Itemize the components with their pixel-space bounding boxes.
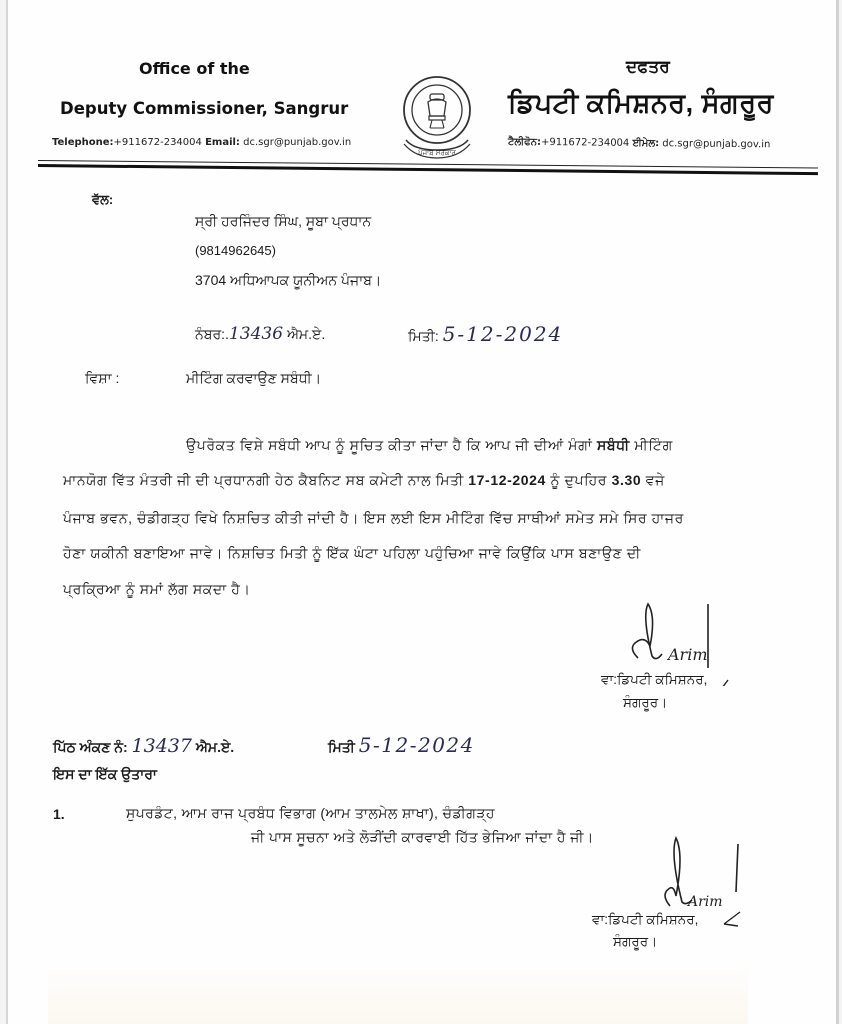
body-line-1-end: ਮੀਟਿੰਗ [634, 437, 673, 453]
body-line-4: ਹੋਣਾ ਯਕੀਨੀ ਬਣਾਇਆ ਜਾਵੇ। ਨਿਸ਼ਚਿਤ ਮਿਤੀ ਨੂੰ ਇੱਕ ਘੰਟਾ ਪਹਿਲਾ ਪਹੁੰਚਿਆ ਜਾਵੇ ਕਿਉਂਕਿ ਪਾਸ ਬਣਾਉਣ ਦੀ [63, 545, 641, 561]
emblem-text: ਪੰਜਾਬ ਸਰਕਾਰ [418, 149, 456, 157]
endorsement-number-label: ਪਿੱਠ ਅੰਕਣ ਨੰ: [53, 739, 128, 755]
body-line-1 [186, 437, 673, 454]
recipient-phone: (9814962645) [195, 243, 276, 258]
reference-date [408, 322, 563, 346]
header-deputy-commissioner: Deputy Commissioner, Sangrur [60, 99, 349, 118]
header-contact-en [52, 137, 351, 148]
header-contact-pa [508, 137, 770, 151]
copy-item-number: 1. [53, 806, 65, 822]
body-line-1-text: ਉਪਰੋਕਤ ਵਿਸ਼ੇ ਸਬੰਧੀ ਆਪ ਨੂੰ ਸੂਚਿਤ ਕੀਤਾ ਜਾਂਦਾ ਹੈ ਕਿ ਆਪ ਜੀ ਦੀਆਂ ਮੰਗਾਂ [186, 437, 593, 453]
body-line-3: ਪੰਜਾਬ ਭਵਨ, ਚੰਡੀਗੜ੍ਹ ਵਿਖੇ ਨਿਸ਼ਚਿਤ ਕੀਤੀ ਜਾਂਦੀ ਹੈ। ਇਸ ਲਈ ਇਸ ਮੀਟਿੰਗ ਵਿੱਚ ਸਾਥੀਆਂ ਸਮੇਤ ਸਮੇ ਸਿਰ ਹਾਜਰ [63, 510, 684, 526]
recipient-org: 3704 ਅਧਿਆਪਕ ਯੂਨੀਅਨ ਪੰਜਾਬ। [195, 272, 382, 288]
email-label-pa: ਈਮੇਲ: [632, 137, 660, 150]
signature-2-text: Arim [688, 894, 723, 910]
endorsement-number [53, 735, 234, 757]
reference-number-suffix: ਐਮ.ਏ. [286, 326, 326, 342]
reference-date-label: ਮਿਤੀ: [408, 328, 439, 344]
copy-item-instruction: ਜੀ ਪਾਸ ਸੂਚਨਾ ਅਤੇ ਲੋੜੀਂਦੀ ਕਾਰਵਾਈ ਹਿੱਤ ਭੇਜਿਆ ਜਾਂਦਾ ਹੈ ਜੀ। [251, 829, 594, 845]
scan-shading [48, 964, 748, 1024]
email-address-pa: dc.sgr@punjab.gov.in [662, 138, 771, 151]
endorsement-date-value: 5-12-2024 [358, 733, 475, 757]
body-line-2-text: ਮਾਨਯੋਗ ਵਿੱਤ ਮੰਤਰੀ ਜੀ ਦੀ ਪ੍ਰਧਾਨਗੀ ਹੇਠ ਕੈਬਨਿਟ ਸਬ ਕਮੇਟੀ ਨਾਲ ਮਿਤੀ [63, 472, 464, 488]
endorsement-number-value: 13437 [131, 735, 192, 757]
endorsement-date [328, 733, 475, 757]
body-line-1-bold: ਸਬੰਧੀ [596, 437, 630, 453]
telephone-label: Telephone: [52, 137, 114, 148]
subject-text: ਮੀਟਿੰਗ ਕਰਵਾਉਣ ਸਬੰਧੀ। [186, 370, 322, 386]
signature-2-place: ਸੰਗਰੂਰ। [613, 934, 658, 949]
copy-heading: ਇਸ ਦਾ ਇੱਕ ਉਤਾਰਾ [53, 766, 157, 782]
to-label: ਵੱਲ: [92, 192, 114, 207]
endorsement-date-label: ਮਿਤੀ [328, 739, 355, 755]
signature-1-place: ਸੰਗਰੂਰ। [623, 695, 668, 710]
letter-page [6, 0, 839, 1024]
endorsement-number-suffix: ਐਮ.ਏ. [195, 739, 235, 755]
meeting-date: 17-12-2024 [468, 472, 546, 488]
recipient-name: ਸ੍ਰੀ ਹਰਜਿੰਦਰ ਸਿੰਘ, ਸੂਬਾ ਪ੍ਰਧਾਨ [195, 213, 372, 229]
meeting-time: 3.30 [611, 472, 642, 488]
reference-number-value: 13436 [228, 324, 284, 344]
body-line-2 [63, 472, 665, 489]
email-address: dc.sgr@punjab.gov.in [243, 137, 352, 148]
state-emblem-icon [394, 70, 480, 162]
reference-number [195, 324, 325, 344]
signature-1-designation: ਵਾ:ਡਿਪਟੀ ਕਮਿਸ਼ਨਰ, [601, 672, 708, 687]
signature-1-text: Arim [668, 645, 708, 664]
header-pa-daftar: ਦਫਤਰ [626, 57, 670, 76]
reference-number-label: ਨੰਬਰ:. [195, 326, 229, 342]
body-line-5: ਪ੍ਰਕ੍ਰਿਆ ਨੂੰ ਸਮਾਂ ਲੱਗ ਸਕਦਾ ਹੈ। [63, 581, 251, 597]
email-label: Email: [205, 137, 240, 148]
subject-label: ਵਿਸ਼ਾ : [85, 370, 120, 386]
telephone-label-pa: ਟੈਲੀਫੋਨ: [507, 136, 542, 148]
body-line-2-mid: ਨੂੰ ਦੁਪਹਿਰ [550, 472, 608, 488]
body-line-2-end: ਵਜੇ [645, 472, 665, 488]
header-office-of-the: Office of the [139, 59, 250, 78]
reference-date-value: 5-12-2024 [442, 322, 564, 346]
telephone-number-pa: +911672-234004 [540, 136, 630, 149]
signature-2-designation: ਵਾ:ਡਿਪਟੀ ਕਮਿਸ਼ਨਰ, [592, 912, 699, 927]
telephone-number: +911672-234004 [113, 137, 202, 148]
header-pa-deputy-commissioner: ਡਿਪਟੀ ਕਮਿਸ਼ਨਰ, ਸੰਗਰੂਰ [508, 88, 774, 118]
copy-item-recipient: ਸੁਪਰਡੰਟ, ਆਮ ਰਾਜ ਪ੍ਰਬੰਧ ਵਿਭਾਗ (ਆਮ ਤਾਲਮੇਲ ਸ਼ਾਖਾ), ਚੰਡੀਗੜ੍ਹ [126, 805, 495, 821]
